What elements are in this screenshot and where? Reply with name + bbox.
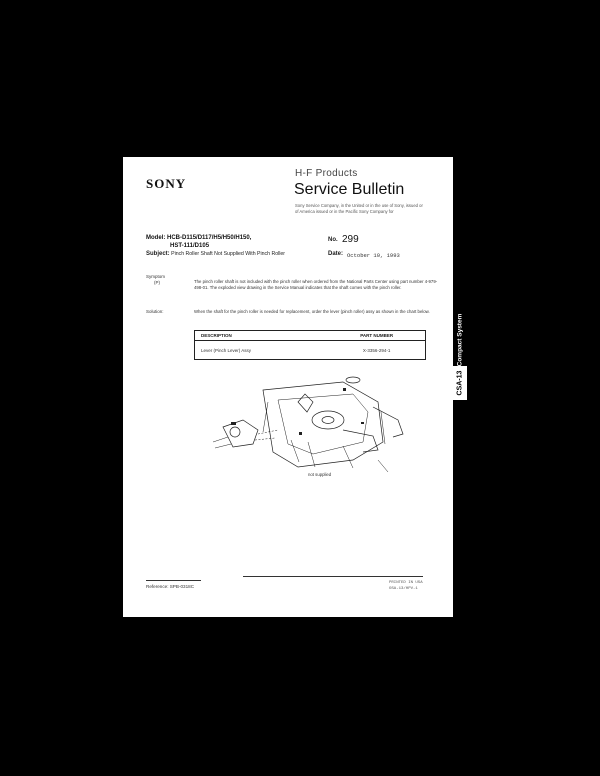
gear — [346, 377, 360, 383]
number-label: No. — [328, 237, 338, 243]
subject-row — [146, 251, 285, 257]
symptom-label-block — [146, 274, 165, 285]
table-row — [195, 341, 426, 360]
leader-line — [378, 460, 388, 472]
parts-table — [194, 330, 426, 360]
reel-hub — [312, 411, 344, 429]
subject-value: Pinch Roller Shaft Not Supplied With Pinch Roller — [171, 251, 286, 257]
footer-rule-left — [146, 580, 201, 581]
model-value-2: HST-111/D105 — [170, 243, 210, 249]
symptom-label: Symptom — [146, 274, 166, 279]
header-part-number: PART NUMBER — [328, 331, 425, 341]
footer-rule-right — [243, 576, 423, 577]
pinch-roller — [230, 427, 240, 437]
sony-logo: SONY — [146, 176, 187, 191]
side-tab-label: CSA-13 — [456, 370, 464, 396]
side-section-label: Compact System — [456, 313, 464, 367]
symptom-text: The pinch roller shaft is not included with the pinch roller when ordered from the National Parts Center using part number 4-979-498-01. The exploded view drawing in the Service Manual indicates that the shaft comes with the pinch roller. — [194, 279, 438, 290]
cell-description: Lever (Pinch Lever) Assy — [201, 347, 252, 353]
date-label: Date: — [328, 251, 344, 257]
diagram-label: not supplied — [308, 472, 332, 477]
bulletin-title: Service Bulletin — [294, 181, 405, 198]
brand-line: H-F Products — [295, 168, 358, 179]
company-note: Sony Service Company, in the United or in the use of Sony, issued or of America issued or in the Pacific Sony Company for — [295, 203, 423, 214]
table-header-row — [195, 331, 426, 341]
bulletin-page — [123, 157, 453, 617]
model-block — [146, 234, 296, 250]
solution-text: When the shaft for the pinch roller is needed for replacement, order the lever (pinch roller) assy as shown in the chart below. — [194, 309, 430, 314]
bulletin-number: 299 — [342, 234, 359, 245]
reference: Reference: SPB-0318C — [146, 584, 195, 589]
cell-part-number: X-3356-294-1 — [362, 347, 391, 353]
chassis-outline — [263, 382, 383, 467]
header-description: DESCRIPTION — [195, 331, 329, 341]
subject-label: Subject: — [146, 251, 170, 257]
exploded-view-diagram — [203, 372, 411, 484]
date-value: October 10, 1993 — [347, 252, 400, 259]
symptom-sub: (P) — [154, 279, 160, 285]
pinch-roller-assy — [223, 420, 258, 447]
solution-label: Solution: — [146, 309, 164, 314]
footer-codes: PRINTED IN USA OSA-13/HPV-1 — [389, 581, 423, 591]
model-value: HCB-D115/D117/H5/H50/H150, — [167, 235, 252, 241]
side-tab — [453, 366, 467, 400]
model-label: Model: — [146, 235, 166, 241]
lever-right — [373, 407, 403, 437]
